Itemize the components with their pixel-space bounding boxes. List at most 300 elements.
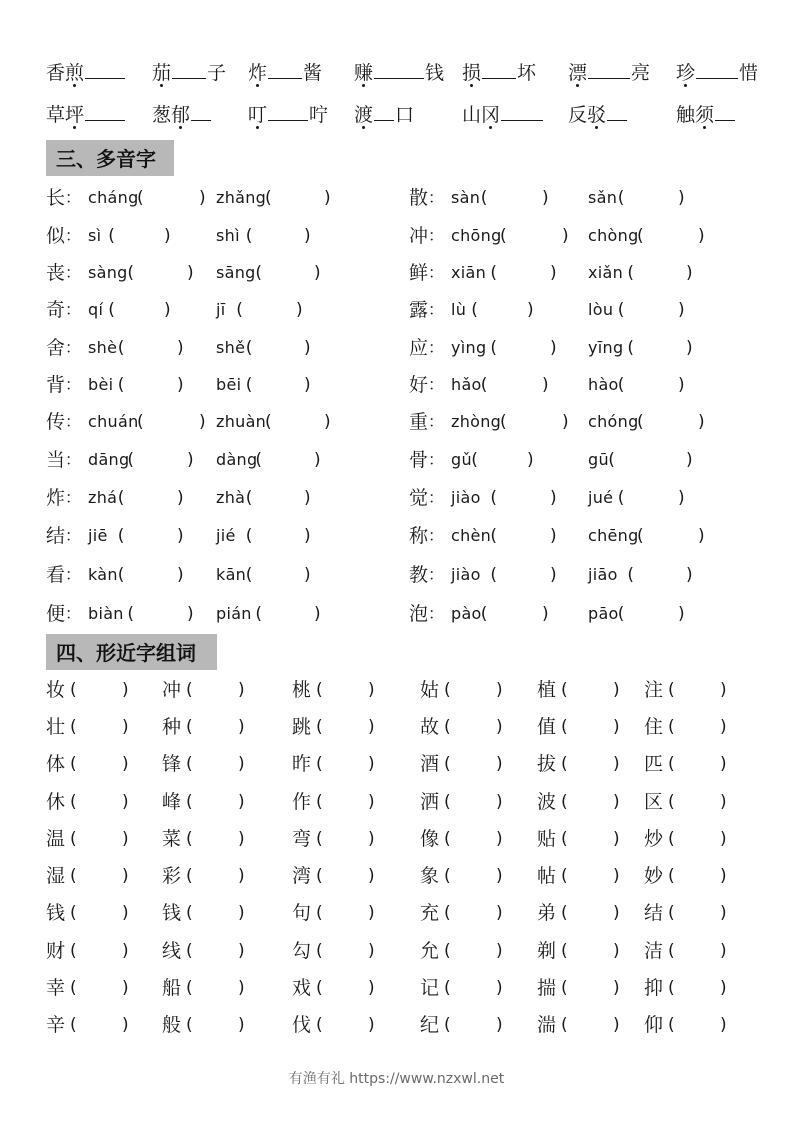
- word-answer-field[interactable]: [194, 861, 232, 887]
- word-answer-field[interactable]: [78, 749, 116, 775]
- word-answer-field[interactable]: [676, 936, 714, 962]
- answer-paren-close: ): [238, 717, 245, 737]
- answer-field-2[interactable]: [644, 408, 674, 432]
- pinyin-reading-1: yìng: [451, 338, 487, 357]
- answer-paren-open: (: [255, 450, 263, 470]
- word-answer-field[interactable]: [676, 787, 714, 813]
- answer-blank[interactable]: [85, 100, 125, 121]
- similar-char-cell: [644, 712, 727, 742]
- answer-paren-open: (: [316, 680, 323, 700]
- answer-paren-close: ): [368, 792, 375, 812]
- answer-paren-close: ): [496, 941, 503, 961]
- answer-paren-open: (: [668, 754, 675, 774]
- similar-char: 抑: [644, 977, 664, 999]
- answer-field-1[interactable]: [134, 259, 164, 283]
- answer-paren-close: ): [678, 488, 685, 508]
- pinyin-reading-1: hǎo: [451, 375, 482, 394]
- word-answer-field[interactable]: [194, 675, 232, 701]
- word-answer-field[interactable]: [194, 1010, 232, 1036]
- answer-paren-open: (: [668, 792, 675, 812]
- answer-paren-open: (: [617, 604, 625, 624]
- word-answer-field[interactable]: [78, 1010, 116, 1036]
- word-answer-field[interactable]: [324, 973, 362, 999]
- word-answer-field[interactable]: [324, 824, 362, 850]
- answer-paren-close: ): [496, 903, 503, 923]
- similar-char-cell: [292, 973, 375, 1003]
- answer-paren-close: ): [122, 941, 129, 961]
- colon: ：: [65, 450, 82, 469]
- similar-char: 剃: [537, 940, 557, 962]
- polyphone-char: 便: [46, 603, 66, 625]
- answer-paren-open: (: [117, 488, 125, 508]
- answer-field-2[interactable]: [253, 334, 283, 358]
- pinyin-reading-2: zhǎng: [216, 188, 267, 207]
- answer-paren-close: ): [542, 375, 549, 395]
- answer-field-1[interactable]: [507, 408, 537, 432]
- similar-char-row: [0, 1010, 793, 1040]
- colon: ：: [428, 338, 445, 357]
- pinyin-reading-1: xiān: [451, 263, 487, 282]
- answer-blank[interactable]: [172, 58, 206, 79]
- polyphone-char: 露: [409, 299, 429, 321]
- similar-char-cell: [537, 936, 620, 966]
- answer-field-1[interactable]: [115, 222, 145, 246]
- word-answer-field[interactable]: [569, 861, 607, 887]
- word-answer-field[interactable]: [452, 861, 490, 887]
- answer-blank[interactable]: [482, 58, 516, 79]
- colon: ：: [65, 226, 82, 245]
- answer-field-1[interactable]: [134, 600, 164, 624]
- answer-paren-open: (: [444, 941, 451, 961]
- answer-field-1[interactable]: [478, 296, 508, 320]
- word-answer-field[interactable]: [194, 898, 232, 924]
- word-char: 亮: [631, 62, 651, 84]
- answer-paren-close: ): [368, 754, 375, 774]
- word-answer-field[interactable]: [324, 787, 362, 813]
- word-answer-field[interactable]: [78, 936, 116, 962]
- answer-paren-close: ): [238, 941, 245, 961]
- answer-blank[interactable]: [374, 100, 394, 121]
- answer-paren-open: (: [245, 488, 253, 508]
- colon: ：: [65, 565, 82, 584]
- answer-paren-open: (: [490, 565, 498, 585]
- similar-char-cell: [46, 787, 129, 817]
- answer-paren-open: (: [637, 226, 644, 246]
- similar-char: 住: [644, 716, 664, 738]
- answer-blank[interactable]: [696, 58, 738, 79]
- word-answer-field[interactable]: [78, 861, 116, 887]
- answer-blank[interactable]: [607, 100, 627, 121]
- answer-paren-open: (: [617, 188, 625, 208]
- similar-char: 跳: [292, 716, 312, 738]
- word-answer-field[interactable]: [194, 749, 232, 775]
- pinyin-reading-2: hào: [588, 375, 619, 394]
- word-answer-field[interactable]: [569, 973, 607, 999]
- polyphone-char: 散: [409, 187, 429, 209]
- answer-paren-open: (: [186, 754, 193, 774]
- answer-field-1[interactable]: [497, 259, 527, 283]
- answer-paren-open: (: [627, 338, 635, 358]
- answer-paren-open: (: [245, 338, 253, 358]
- answer-paren-open: (: [316, 754, 323, 774]
- similar-char-cell: [292, 824, 375, 854]
- answer-field-1[interactable]: [507, 222, 537, 246]
- answer-field-2[interactable]: [625, 296, 655, 320]
- word-answer-field[interactable]: [324, 675, 362, 701]
- similar-char-cell: [292, 749, 375, 779]
- pinyin-reading-2: shě: [216, 338, 246, 357]
- word-answer-field[interactable]: [676, 973, 714, 999]
- answer-paren-open: (: [668, 1015, 675, 1035]
- word-answer-field[interactable]: [452, 712, 490, 738]
- similar-char: 桃: [292, 679, 312, 701]
- answer-blank[interactable]: [268, 100, 308, 121]
- similar-char: 种: [162, 716, 182, 738]
- answer-field-1[interactable]: [497, 522, 527, 546]
- answer-blank[interactable]: [588, 58, 630, 79]
- word-char: 香: [46, 62, 66, 84]
- similar-char: 温: [46, 828, 66, 850]
- answer-paren-open: (: [480, 604, 488, 624]
- fill-blank-row-2: [46, 100, 786, 130]
- polyphone-row-left: [46, 259, 386, 287]
- word-answer-field[interactable]: [194, 712, 232, 738]
- answer-field-1[interactable]: [134, 446, 164, 470]
- colon: ：: [428, 565, 445, 584]
- answer-paren-open: (: [186, 680, 193, 700]
- pinyin-reading-1: shè: [88, 338, 118, 357]
- answer-field-1[interactable]: [144, 184, 174, 208]
- answer-field-2[interactable]: [272, 184, 302, 208]
- polyphone-row-right: [409, 522, 749, 550]
- pinyin-reading-2: gū: [588, 450, 609, 469]
- emphasized-char: 珍: [676, 62, 696, 84]
- similar-char-cell: [292, 1010, 375, 1040]
- word-answer-field[interactable]: [78, 973, 116, 999]
- answer-paren-close: ): [164, 226, 171, 246]
- answer-field-2[interactable]: [644, 222, 674, 246]
- similar-char: 勾: [292, 940, 312, 962]
- answer-field-1[interactable]: [144, 408, 174, 432]
- answer-paren-open: (: [127, 263, 135, 283]
- word-char: 惜: [739, 62, 759, 84]
- answer-paren-close: ): [122, 866, 129, 886]
- answer-field-2[interactable]: [262, 600, 292, 624]
- word-answer-field[interactable]: [452, 898, 490, 924]
- emphasized-char: 炸: [248, 62, 268, 84]
- colon: ：: [65, 300, 82, 319]
- similar-char: 洁: [644, 940, 664, 962]
- answer-field-2[interactable]: [262, 259, 292, 283]
- word-answer-field[interactable]: [452, 936, 490, 962]
- word-answer-field[interactable]: [676, 824, 714, 850]
- answer-field-1[interactable]: [125, 371, 155, 395]
- similar-char: 记: [420, 977, 440, 999]
- similar-char: 幸: [46, 977, 66, 999]
- word-answer-field[interactable]: [78, 787, 116, 813]
- answer-paren-open: (: [490, 263, 498, 283]
- answer-paren-open: (: [70, 680, 77, 700]
- word-answer-field[interactable]: [324, 749, 362, 775]
- answer-blank[interactable]: [268, 58, 302, 79]
- similar-char: 弟: [537, 902, 557, 924]
- answer-field-1[interactable]: [125, 484, 155, 508]
- answer-paren-close: ): [686, 338, 693, 358]
- similar-char: 作: [292, 791, 312, 813]
- answer-paren-open: (: [471, 300, 478, 320]
- polyphone-char: 舍: [46, 337, 66, 359]
- answer-field-2[interactable]: [272, 408, 302, 432]
- answer-field-1[interactable]: [125, 334, 155, 358]
- answer-paren-close: ): [613, 680, 620, 700]
- pinyin-reading-2: pāo: [588, 604, 619, 623]
- answer-blank[interactable]: [374, 58, 424, 79]
- colon: ：: [428, 526, 445, 545]
- answer-field-1[interactable]: [125, 561, 155, 585]
- answer-field-2[interactable]: [243, 296, 273, 320]
- answer-field-2[interactable]: [253, 522, 283, 546]
- answer-paren-open: (: [490, 488, 498, 508]
- answer-field-2[interactable]: [253, 484, 283, 508]
- answer-paren-close: ): [238, 680, 245, 700]
- answer-paren-close: ): [613, 792, 620, 812]
- answer-paren-close: ): [550, 565, 557, 585]
- word-answer-field[interactable]: [324, 936, 362, 962]
- similar-char-cell: [537, 712, 620, 742]
- polyphone-char: 泡: [409, 603, 429, 625]
- word-answer-field[interactable]: [452, 973, 490, 999]
- answer-paren-close: ): [199, 412, 206, 432]
- answer-field-2[interactable]: [625, 600, 655, 624]
- word-answer-field[interactable]: [452, 787, 490, 813]
- answer-paren-open: (: [561, 941, 568, 961]
- pinyin-reading-1: sàn: [451, 188, 481, 207]
- similar-char-cell: [162, 1010, 245, 1040]
- polyphone-char: 称: [409, 525, 429, 547]
- answer-field-1[interactable]: [488, 184, 518, 208]
- word-answer-field[interactable]: [569, 824, 607, 850]
- answer-field-1[interactable]: [497, 484, 527, 508]
- pinyin-reading-1: chōng: [451, 226, 502, 245]
- answer-paren-close: ): [698, 412, 705, 432]
- word-answer-field[interactable]: [569, 1010, 607, 1036]
- answer-field-2[interactable]: [625, 371, 655, 395]
- answer-field-1[interactable]: [497, 334, 527, 358]
- answer-paren-close: ): [720, 829, 727, 849]
- answer-field-1[interactable]: [488, 371, 518, 395]
- polyphone-char: 奇: [46, 299, 66, 321]
- word-answer-field[interactable]: [569, 787, 607, 813]
- answer-paren-open: (: [316, 717, 323, 737]
- similar-char: 炒: [644, 828, 664, 850]
- pinyin-reading-2: sāng: [216, 263, 256, 282]
- fill-blank-item: [568, 100, 628, 130]
- polyphone-char: 骨: [409, 449, 429, 471]
- similar-char-row: [0, 973, 793, 1003]
- pinyin-reading-2: jī: [216, 300, 226, 319]
- answer-paren-close: ): [122, 1015, 129, 1035]
- answer-blank[interactable]: [85, 58, 125, 79]
- word-answer-field[interactable]: [194, 787, 232, 813]
- emphasized-char: 冈: [481, 104, 501, 126]
- answer-paren-close: ): [238, 978, 245, 998]
- answer-blank[interactable]: [501, 100, 543, 121]
- word-answer-field[interactable]: [452, 1010, 490, 1036]
- answer-paren-open: (: [561, 754, 568, 774]
- answer-field-2[interactable]: [644, 522, 674, 546]
- word-answer-field[interactable]: [324, 712, 362, 738]
- polyphone-char: 应: [409, 337, 429, 359]
- similar-char-cell: [644, 675, 727, 705]
- answer-field-1[interactable]: [478, 446, 508, 470]
- word-answer-field[interactable]: [452, 824, 490, 850]
- answer-paren-close: ): [496, 866, 503, 886]
- answer-paren-open: (: [668, 941, 675, 961]
- polyphone-row-left: [46, 408, 386, 436]
- answer-paren-open: (: [186, 792, 193, 812]
- word-answer-field[interactable]: [569, 936, 607, 962]
- word-answer-field[interactable]: [78, 824, 116, 850]
- word-answer-field[interactable]: [676, 1010, 714, 1036]
- pinyin-reading-1: pào: [451, 604, 482, 623]
- word-answer-field[interactable]: [194, 936, 232, 962]
- answer-field-2[interactable]: [634, 259, 664, 283]
- answer-blank[interactable]: [715, 100, 735, 121]
- colon: ：: [65, 412, 82, 431]
- answer-field-1[interactable]: [125, 522, 155, 546]
- word-answer-field[interactable]: [78, 898, 116, 924]
- answer-paren-close: ): [613, 941, 620, 961]
- answer-paren-open: (: [117, 375, 125, 395]
- pinyin-reading-2: jié: [216, 526, 236, 545]
- answer-field-2[interactable]: [615, 446, 645, 470]
- answer-paren-open: (: [186, 903, 193, 923]
- emphasized-char: 漂: [568, 62, 588, 84]
- similar-char-cell: [420, 973, 503, 1003]
- word-answer-field[interactable]: [676, 749, 714, 775]
- similar-char-cell: [46, 1010, 129, 1040]
- answer-paren-open: (: [480, 188, 488, 208]
- pinyin-reading-1: gǔ: [451, 450, 472, 469]
- word-char: 草: [46, 104, 66, 126]
- similar-char: 纪: [420, 1014, 440, 1036]
- polyphone-row-left: [46, 600, 386, 628]
- answer-field-1[interactable]: [497, 561, 527, 585]
- word-answer-field[interactable]: [194, 973, 232, 999]
- answer-field-2[interactable]: [625, 184, 655, 208]
- similar-char: 象: [420, 865, 440, 887]
- answer-paren-open: (: [668, 717, 675, 737]
- similar-char: 揣: [537, 977, 557, 999]
- similar-char-cell: [537, 898, 620, 928]
- word-answer-field[interactable]: [78, 712, 116, 738]
- word-answer-field[interactable]: [324, 1010, 362, 1036]
- fill-blank-item: [676, 100, 736, 130]
- word-answer-field[interactable]: [676, 712, 714, 738]
- similar-char-cell: [162, 898, 245, 928]
- similar-char: 值: [537, 716, 557, 738]
- answer-paren-close: ): [314, 450, 321, 470]
- answer-paren-close: ): [550, 488, 557, 508]
- word-answer-field[interactable]: [569, 675, 607, 701]
- word-answer-field[interactable]: [78, 675, 116, 701]
- similar-char: 像: [420, 828, 440, 850]
- answer-paren-open: (: [127, 450, 135, 470]
- answer-field-2[interactable]: [253, 561, 283, 585]
- answer-paren-open: (: [127, 604, 135, 624]
- pinyin-reading-1: jiào: [451, 565, 481, 584]
- answer-paren-open: (: [186, 717, 193, 737]
- answer-paren-open: (: [316, 866, 323, 886]
- answer-field-1[interactable]: [115, 296, 145, 320]
- answer-field-2[interactable]: [634, 334, 664, 358]
- similar-char-cell: [46, 898, 129, 928]
- word-answer-field[interactable]: [194, 824, 232, 850]
- answer-paren-open: (: [117, 338, 125, 358]
- pinyin-reading-2: bēi: [216, 375, 242, 394]
- similar-char-cell: [537, 1010, 620, 1040]
- answer-paren-close: ): [368, 680, 375, 700]
- pinyin-reading-2: lòu: [588, 300, 614, 319]
- answer-blank[interactable]: [191, 100, 211, 121]
- word-answer-field[interactable]: [676, 675, 714, 701]
- answer-paren-open: (: [490, 526, 498, 546]
- answer-paren-open: (: [608, 450, 615, 470]
- answer-paren-close: ): [368, 717, 375, 737]
- similar-char-cell: [537, 749, 620, 779]
- answer-paren-open: (: [255, 263, 263, 283]
- word-answer-field[interactable]: [452, 675, 490, 701]
- answer-field-2[interactable]: [262, 446, 292, 470]
- answer-paren-close: ): [238, 903, 245, 923]
- word-answer-field[interactable]: [324, 861, 362, 887]
- answer-paren-close: ): [613, 717, 620, 737]
- similar-char: 体: [46, 753, 66, 775]
- answer-paren-open: (: [186, 829, 193, 849]
- answer-paren-close: ): [527, 450, 534, 470]
- answer-field-2[interactable]: [253, 222, 283, 246]
- answer-paren-open: (: [186, 941, 193, 961]
- similar-char-cell: [46, 824, 129, 854]
- word-answer-field[interactable]: [676, 861, 714, 887]
- word-answer-field[interactable]: [569, 898, 607, 924]
- polyphone-row-right: [409, 561, 749, 589]
- answer-paren-open: (: [444, 680, 451, 700]
- answer-paren-open: (: [471, 450, 478, 470]
- answer-field-2[interactable]: [253, 371, 283, 395]
- answer-paren-open: (: [627, 565, 635, 585]
- word-answer-field[interactable]: [569, 712, 607, 738]
- answer-paren-open: (: [186, 866, 193, 886]
- answer-field-1[interactable]: [488, 600, 518, 624]
- answer-paren-close: ): [122, 754, 129, 774]
- answer-field-2[interactable]: [634, 561, 664, 585]
- word-answer-field[interactable]: [324, 898, 362, 924]
- similar-char-cell: [644, 936, 727, 966]
- answer-paren-open: (: [245, 565, 253, 585]
- word-answer-field[interactable]: [452, 749, 490, 775]
- answer-paren-close: ): [177, 488, 184, 508]
- word-answer-field[interactable]: [569, 749, 607, 775]
- answer-paren-open: (: [561, 1015, 568, 1035]
- answer-paren-close: ): [122, 792, 129, 812]
- word-answer-field[interactable]: [676, 898, 714, 924]
- answer-field-2[interactable]: [625, 484, 655, 508]
- section-header-similar-characters: [46, 634, 217, 670]
- polyphone-row-left: [46, 371, 386, 399]
- pinyin-reading-2: zhà: [216, 488, 246, 507]
- emphasized-char: 驳: [587, 104, 607, 126]
